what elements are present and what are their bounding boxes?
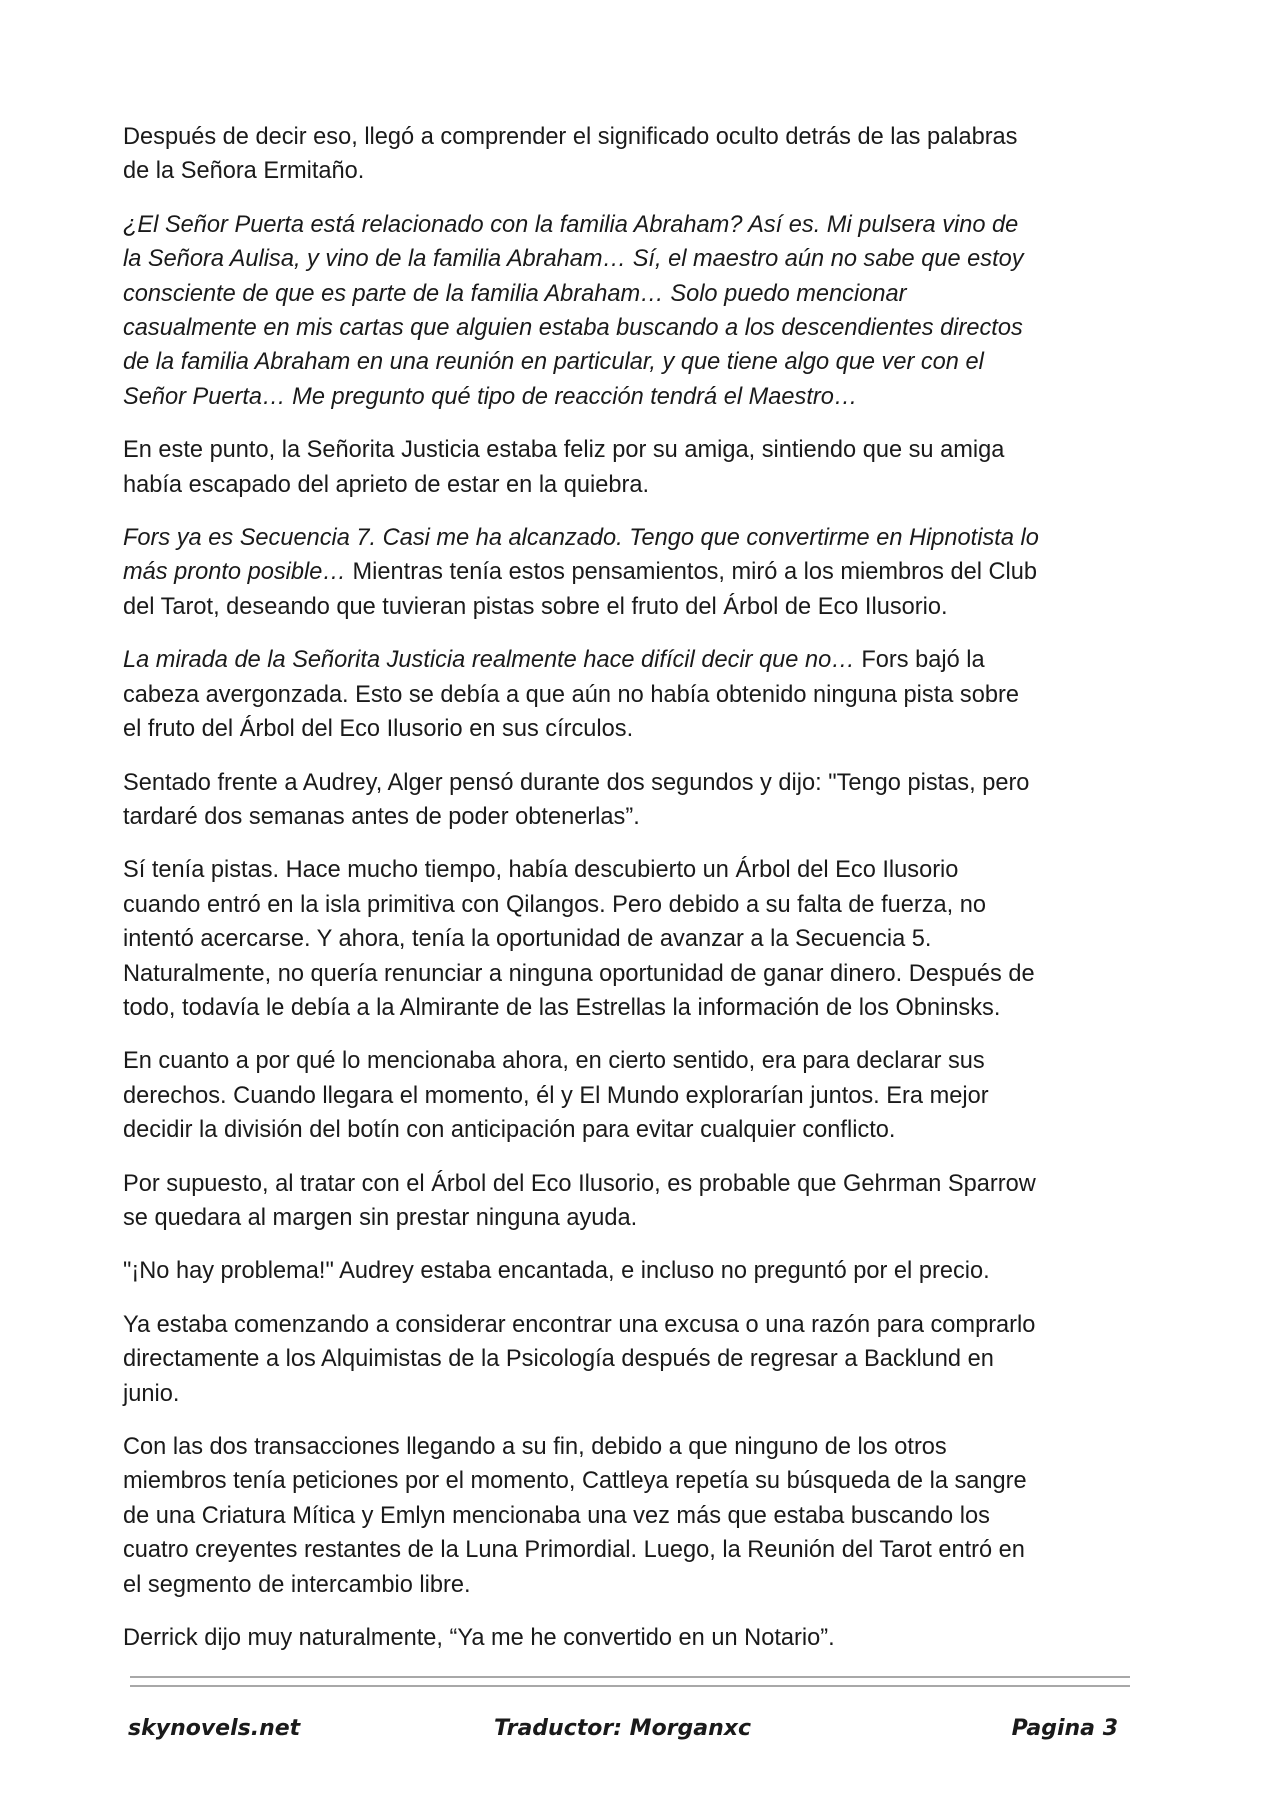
paragraph (123, 853, 1143, 1025)
paragraph (123, 433, 1143, 502)
text-run: "¡No hay problema!" Audrey estaba encantada, e incluso no preguntó por el precio. (123, 1258, 990, 1285)
footer-translator: Traductor: Morganxc (494, 1716, 752, 1741)
text-run: Sentado frente a Audrey, Alger pensó durante dos segundos y dijo: "Tengo pistas, pero tardaré dos semanas antes de poder obtenerlas”. (123, 769, 1030, 830)
text-run: Ya estaba comenzando a considerar encontrar una excusa o una razón para comprarlo directamente a los Alquimistas de la Psicología después de regresar a Backlund en junio. (123, 1311, 1036, 1407)
text-run: Después de decir eso, llegó a comprender el significado oculto detrás de las palabras de la Señora Ermitaño. (123, 124, 1018, 185)
footer-divider-bottom (130, 1685, 1130, 1687)
footer-divider-top (130, 1676, 1130, 1678)
italic-run: La mirada de la Señorita Justicia realmente hace difícil decir que no… (123, 647, 855, 674)
footer-site: skynovels.net (128, 1716, 301, 1741)
italic-run: Fors ya es Secuencia 7. Casi me ha alcanzado. Tengo que convertirme en Hipnotista lo más pronto posible… (123, 525, 1039, 586)
paragraph (123, 1254, 1143, 1288)
text-run: Con las dos transacciones llegando a su fin, debido a que ninguno de los otros miembros tenía peticiones por el momento, Cattleya repetía su búsqueda de la sangre de una Criatura Mítica y Emlyn mencionaba una vez más que estaba buscando los cuatro creyentes restantes de la Luna Primordial. Luego, la Reunión del Tarot entró en el segmento de intercambio libre. (123, 1434, 1027, 1598)
text-run: Fors bajó la cabeza avergonzada. Esto se debía a que aún no había obtenido ninguna pista sobre el fruto del Árbol del Eco Ilusorio en sus círculos. (123, 647, 1019, 743)
italic-run: ¿El Señor Puerta está relacionado con la familia Abraham? Así es. Mi pulsera vino de la Señora Aulisa, y vino de la familia Abraham… Sí, el maestro aún no sabe que estoy consciente de que es parte de la familia Abraham… Solo puedo mencionar casualmente en mis cartas que alguien estaba buscando a los descendientes directos de la familia Abraham en una reunión en particular, y que tiene algo que ver con el Señor Puerta… Me pregunto qué tipo de reacción tendrá el Maestro… (123, 211, 1024, 410)
text-run: Por supuesto, al tratar con el Árbol del Eco Ilusorio, es probable que Gehrman Sparrow se quedara al margen sin prestar ninguna ayuda. (123, 1170, 1036, 1231)
paragraph (123, 643, 1143, 746)
paragraph (123, 766, 1143, 835)
paragraph (123, 1308, 1143, 1411)
paragraph (123, 1430, 1143, 1602)
paragraph (123, 1044, 1143, 1147)
footer-page-number: Pagina 3 (1011, 1716, 1118, 1741)
chapter-body (123, 120, 1143, 1674)
text-run: En este punto, la Señorita Justicia estaba feliz por su amiga, sintiendo que su amiga había escapado del aprieto de estar en la quiebra. (123, 437, 1005, 498)
text-run: En cuanto a por qué lo mencionaba ahora, en cierto sentido, era para declarar sus derechos. Cuando llegara el momento, él y El Mundo explorarían juntos. Era mejor decidir la división del botín con anticipación para evitar cualquier conflicto. (123, 1048, 989, 1144)
paragraph (123, 1621, 1143, 1655)
text-run: Sí tenía pistas. Hace mucho tiempo, había descubierto un Árbol del Eco Ilusorio cuando entró en la isla primitiva con Qilangos. Pero debido a su falta de fuerza, no intentó acercarse. Y ahora, tenía la oportunidad de avanzar a la Secuencia 5. Naturalmente, no quería renunciar a ninguna oportunidad de ganar dinero. Después de todo, todavía le debía a la Almirante de las Estrellas la información de los Obninsks. (123, 857, 1035, 1021)
paragraph (123, 521, 1143, 624)
text-run: Derrick dijo muy naturalmente, “Ya me he convertido en un Notario”. (123, 1625, 835, 1652)
paragraph (123, 1167, 1143, 1236)
text-run: Mientras tenía estos pensamientos, miró a los miembros del Club del Tarot, deseando que tuvieran pistas sobre el fruto del Árbol de Eco Ilusorio. (123, 559, 1038, 620)
paragraph (123, 120, 1143, 189)
paragraph (123, 208, 1143, 414)
